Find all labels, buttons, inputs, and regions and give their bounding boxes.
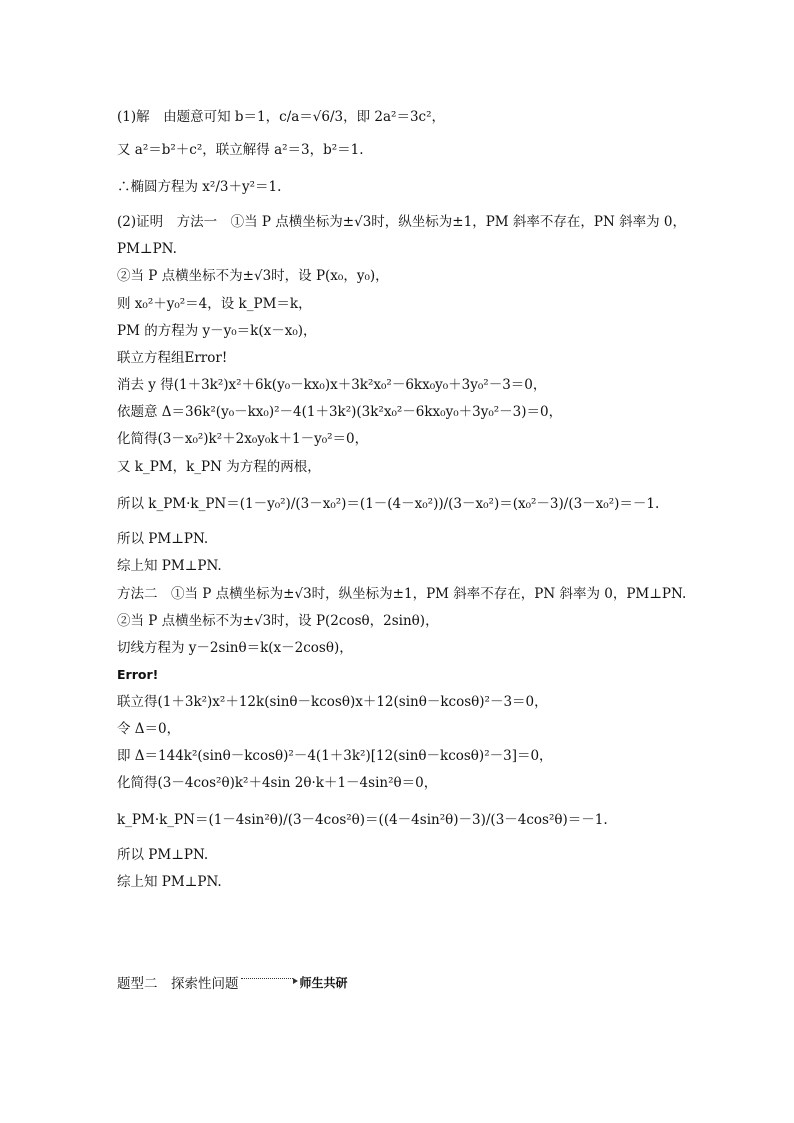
dotted-leader <box>241 978 293 979</box>
text-line: 联立方程组Error! <box>117 350 228 366</box>
text-line: 联立得(1＋3k²)x²＋12k(sinθ－kcosθ)x＋12(sinθ－kcosθ)²－3＝0， <box>117 694 548 710</box>
text-line: 所以 k_PM·k_PN＝(1－y₀²)/(3－x₀²)＝(1－(4－x₀²))/(3－x₀²)＝(x₀²－3)/(3－x₀²)＝－1. <box>117 496 660 512</box>
text-line: 即 Δ＝144k²(sinθ－kcosθ)²－4(1＋3k²)[12(sinθ－kcosθ)²－3]＝0， <box>117 748 553 764</box>
text-line: (2)证明 方法一 ①当 P 点横坐标为±√3时，纵坐标为±1，PM 斜率不存在，PN 斜率为 0， <box>117 214 686 230</box>
text-line: 则 x₀²＋y₀²＝4，设 k_PM＝k， <box>117 296 312 312</box>
text-line: ②当 P 点横坐标不为±√3时，设 P(x₀，y₀)， <box>117 268 389 284</box>
text-line: 切线方程为 y－2sinθ＝k(x－2cosθ)， <box>117 640 353 656</box>
text-line: k_PM·k_PN＝(1－4sin²θ)/(3－4cos²θ)＝((4－4sin²θ)－3)/(3－4cos²θ)＝－1. <box>117 812 608 828</box>
text-line: ∴椭圆方程为 x²/3＋y²＝1. <box>117 179 282 195</box>
text-line: PM⊥PN. <box>117 241 177 257</box>
text-line: 化简得(3－4cos²θ)k²＋4sin 2θ·k＋1－4sin²θ＝0， <box>117 775 438 791</box>
section-tag: 师生共研 <box>299 975 348 990</box>
text-line: 令 Δ＝0， <box>117 721 181 737</box>
text-line: 综上知 PM⊥PN. <box>117 874 222 890</box>
text-line: 所以 PM⊥PN. <box>117 847 209 863</box>
text-line: Error! <box>117 667 159 682</box>
arrow-right-icon <box>293 978 298 984</box>
text-line: ②当 P 点横坐标不为±√3时，设 P(2cosθ，2sinθ)， <box>117 613 439 629</box>
text-line: 又 a²＝b²＋c²，联立解得 a²＝3，b²＝1. <box>117 142 364 158</box>
text-line: (1)解 由题意可知 b＝1，c/a＝√6/3，即 2a²＝3c²， <box>117 109 446 125</box>
text-line: 化简得(3－x₀²)k²＋2x₀y₀k＋1－y₀²＝0， <box>117 431 369 447</box>
text-line: PM 的方程为 y－y₀＝k(x－x₀)， <box>117 323 317 339</box>
text-line: 消去 y 得(1＋3k²)x²＋6k(y₀－kx₀)x＋3k²x₀²－6kx₀y₀＋3y₀²－3＝0， <box>117 377 547 393</box>
text-line: 又 k_PM，k_PN 为方程的两根， <box>117 459 321 475</box>
text-line: 方法二 ①当 P 点横坐标为±√3时，纵坐标为±1，PM 斜率不存在，PN 斜率为 0，PM⊥PN. <box>117 586 687 602</box>
section-title: 题型二 探索性问题 <box>117 976 239 992</box>
text-line: 依题意 Δ＝36k²(y₀－kx₀)²－4(1＋3k²)(3k²x₀²－6kx₀y₀＋3y₀²－3)＝0， <box>117 404 563 420</box>
text-line: 综上知 PM⊥PN. <box>117 558 222 574</box>
text-line: 所以 PM⊥PN. <box>117 531 209 547</box>
section-heading <box>117 972 348 992</box>
